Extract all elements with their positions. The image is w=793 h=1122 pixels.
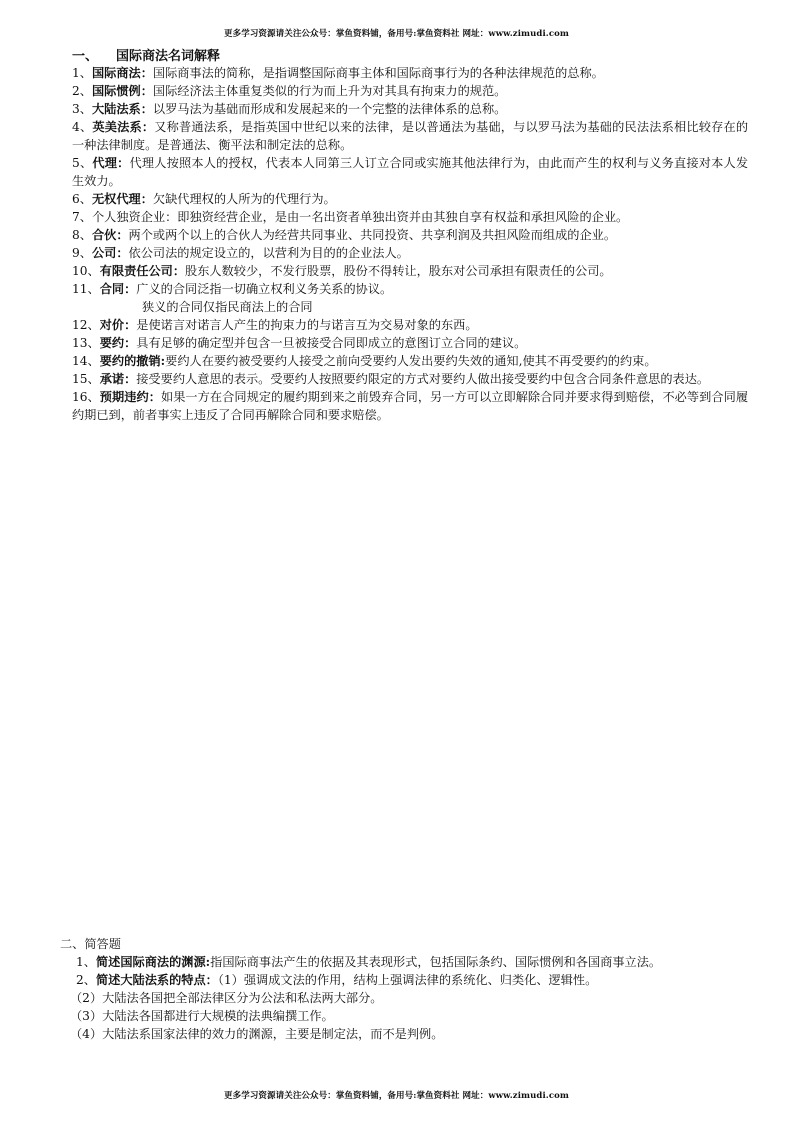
- term: 国际惯例: [91, 84, 141, 98]
- item-number: 2、: [72, 84, 92, 98]
- item-number: 4、: [72, 120, 93, 134]
- section2-title: 二、简答题: [60, 937, 121, 951]
- definition-item: [72, 118, 748, 154]
- term-separator: :: [160, 354, 166, 368]
- definition-text: 即独资经营企业，是由一名出资者单独出资并由其独自享有权益和承担风险的企业。: [177, 210, 629, 224]
- definition-list: [72, 64, 748, 424]
- page-header: 更多学习资源请关注公众号：掌鱼资料铺，备用号:掌鱼资料社 网址：www.zimudi.com: [224, 29, 569, 39]
- definition-text: 是使诺言对诺言人产生的拘束力的与诺言互为交易对象的东西。: [136, 318, 478, 332]
- definition-text: 股东人数较少，不发行股票，股份不得转让，股东对公司承担有限责任的公司。: [185, 264, 612, 278]
- item-number: 1、: [72, 66, 92, 80]
- definition-subtext: 狭义的合同仅指民商法上的合同: [142, 300, 313, 314]
- short-answer-subitem: （2）大陆法各国把全部法律区分为公法和私法两大部分。: [70, 991, 383, 1005]
- item-number: 5、: [72, 156, 93, 170]
- term: 个人独资企业: [91, 210, 166, 224]
- definition-item: [72, 280, 748, 316]
- definition-text: 具有足够的确定型并包含一旦被接受合同即成立的意图订立合同的建议。: [136, 336, 527, 350]
- question: 简述国际商法的渊源: [95, 955, 206, 969]
- term-separator: ：: [124, 372, 137, 386]
- answer-text: 指国际商事法产生的依据及其表现形式，包括国际条约、国际惯例和各国商事立法。: [210, 955, 662, 969]
- definition-item: [72, 316, 748, 334]
- definition-text: 欠缺代理权的人所为的代理行为。: [152, 192, 336, 206]
- item-number: 7、: [72, 210, 92, 224]
- definition-text: 要约人在要约被受要约人接受之前向受要约人发出要约失效的通知,使其不再受要约的约束。: [165, 354, 657, 368]
- item-number: 11、: [72, 282, 100, 296]
- item-number: 12、: [72, 318, 100, 332]
- term: 预期违约: [99, 390, 149, 404]
- item-number: 9、: [72, 246, 92, 260]
- term: 国际商法: [91, 66, 141, 80]
- question-separator: ：: [205, 973, 218, 987]
- definition-item: [72, 262, 748, 280]
- definition-text: 又称普通法系，是指英国中世纪以来的法律，是以普通法为基础，与以罗马法为基础的民法法系相比较存在的一种法律制度。是普通法、衡平法和制定法的总称。: [72, 120, 749, 152]
- term-separator: ：: [116, 228, 129, 242]
- term: 要约: [99, 336, 125, 350]
- definition-item: [72, 244, 748, 262]
- term-separator: ：: [116, 246, 129, 260]
- definition-item: [72, 100, 748, 118]
- term-separator: ：: [140, 102, 153, 116]
- term-separator: ：: [124, 336, 137, 350]
- answer-text: （1）强调成文法的作用，结构上强调法律的系统化、归类化、逻辑性。: [217, 973, 598, 987]
- term: 大陆法系: [91, 102, 141, 116]
- short-answer-subitem: （4）大陆法系国家法律的效力的渊源，主要是制定法，而不是判例。: [70, 1027, 444, 1041]
- term-separator: ：: [141, 120, 155, 134]
- definition-item: [72, 226, 748, 244]
- term-separator: ：: [124, 282, 137, 296]
- term: 合伙: [91, 228, 117, 242]
- definition-item: [72, 370, 748, 388]
- section-heading: 国际商法名词解释: [116, 49, 221, 64]
- item-number: 2、: [76, 973, 96, 987]
- item-number: 10、: [72, 264, 100, 278]
- question: 简述大陆法系的特点: [95, 973, 206, 987]
- short-answer-item: [70, 971, 760, 989]
- definition-text: 国际经济法主体重复类似的行为而上升为对其具有拘束力的规范。: [152, 84, 507, 98]
- item-number: 14、: [72, 354, 100, 368]
- term: 对价: [99, 318, 125, 332]
- definition-text: 以罗马法为基础而形成和发展起来的一个完整的法律体系的总称。: [152, 102, 507, 116]
- term-separator: ：: [172, 264, 186, 278]
- definition-item: [72, 190, 748, 208]
- definition-text: 国际商事法的简称，是指调整国际商事主体和国际商事行为的各种法律规范的总称。: [152, 66, 604, 80]
- term-separator: ：: [140, 192, 153, 206]
- definition-item: [72, 334, 748, 352]
- definition-item: [72, 208, 748, 226]
- term: 代理: [92, 156, 118, 170]
- question-separator: :: [205, 955, 211, 969]
- definition-text: 两个或两个以上的合伙人为经营共同事业、共同投资、共享利润及共担风险而组成的企业。: [128, 228, 617, 242]
- item-number: 15、: [72, 372, 100, 386]
- term-separator: ：: [124, 318, 137, 332]
- definition-item: [72, 82, 748, 100]
- definition-text: 广义的合同泛指一切确立权利义务关系的协议。: [136, 282, 393, 296]
- definition-item: [72, 154, 748, 190]
- item-number: 16、: [72, 390, 100, 404]
- term: 承诺: [99, 372, 125, 386]
- short-answer-subitem: （3）大陆法各国都进行大规模的法典编撰工作。: [70, 1009, 334, 1023]
- item-number: 8、: [72, 228, 92, 242]
- section-number: 一、: [72, 49, 99, 64]
- short-answer-list: [70, 953, 760, 1043]
- item-number: 3、: [72, 102, 92, 116]
- definition-item: [72, 352, 748, 370]
- term: 要约的撤销: [99, 354, 161, 368]
- term: 无权代理: [91, 192, 141, 206]
- item-number: 13、: [72, 336, 100, 350]
- definition-item: [72, 388, 748, 424]
- term: 公司: [91, 246, 117, 260]
- term-separator: ：: [148, 390, 161, 404]
- definition-item: [72, 64, 748, 82]
- page-footer: 更多学习资源请关注公众号：掌鱼资料铺，备用号:掌鱼资料社 网址：www.zimudi.com: [224, 1091, 569, 1101]
- item-number: 6、: [72, 192, 92, 206]
- definition-text: 依公司法的规定设立的，以营利为目的的企业法人。: [128, 246, 409, 260]
- definition-text: 如果一方在合同规定的履约期到来之前毁弃合同，另一方可以立即解除合同并要求得到赔偿，不必等到合同履约期已到，前者事实上违反了合同再解除合同和要求赔偿。: [72, 390, 749, 422]
- term-separator: ：: [117, 156, 130, 170]
- term-separator: ：: [165, 210, 178, 224]
- definition-text: 接受要约人意思的表示。受要约人按照要约限定的方式对要约人做出接受要约中包含合同条件意思的表达。: [136, 372, 710, 386]
- short-answer-item: [70, 953, 760, 971]
- section-title: [72, 45, 220, 64]
- term-separator: ：: [140, 84, 153, 98]
- term: 英美法系: [92, 120, 142, 134]
- item-number: 1、: [76, 955, 96, 969]
- term: 合同: [99, 282, 125, 296]
- term: 有限责任公司: [99, 264, 173, 278]
- definition-text: 代理人按照本人的授权，代表本人同第三人订立合同或实施其他法律行为，由此而产生的权利与义务直接对本人发生效力。: [72, 156, 749, 188]
- term-separator: ：: [140, 66, 153, 80]
